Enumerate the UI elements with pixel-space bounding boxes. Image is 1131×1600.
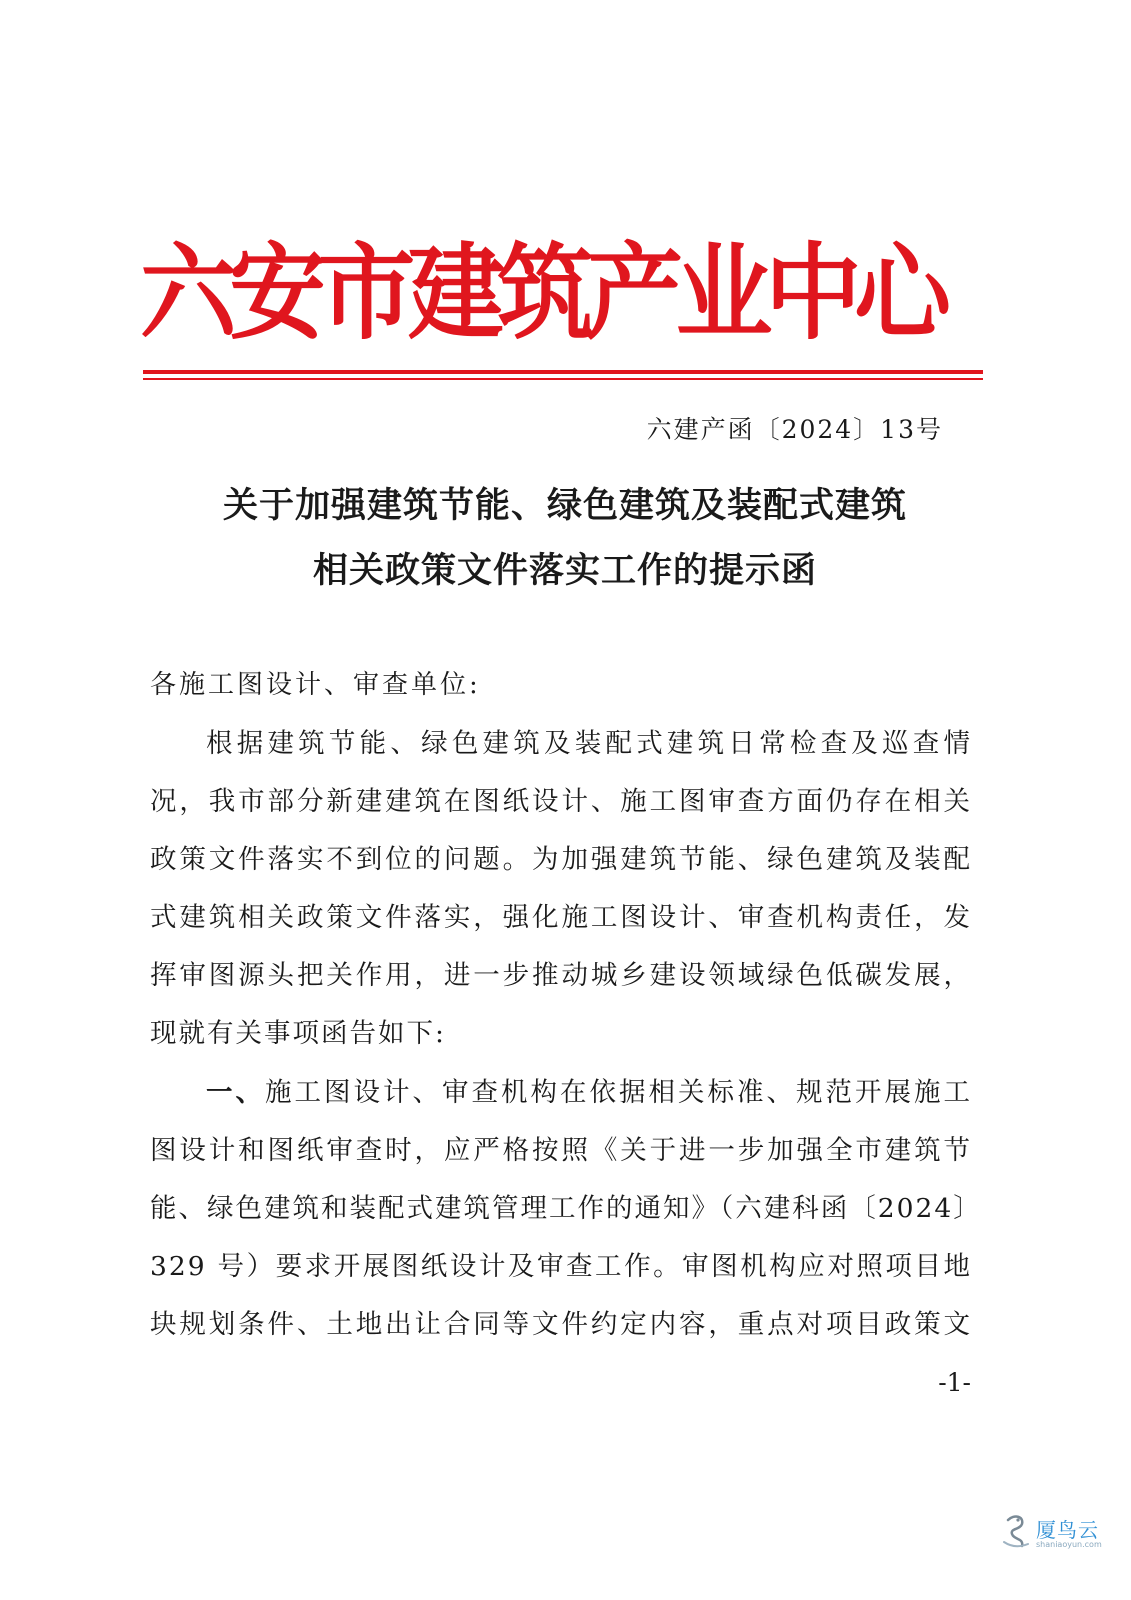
body-line: 政策文件落实不到位的问题。为加强建筑节能、绿色建筑及装配 [150, 844, 972, 875]
red-rule-thin [143, 378, 983, 380]
item-1-first-line [206, 1071, 972, 1115]
document-title-line-1: 关于加强建筑节能、绿色建筑及装配式建筑 [222, 486, 907, 526]
watermark-url: shaniaoyun.com [1036, 1540, 1102, 1549]
body-line: 329 号）要求开展图纸设计及审查工作。审图机构应对照项目地 [150, 1251, 972, 1282]
body-line: 现就有关事项函告如下: [150, 1018, 446, 1049]
body-line: 图设计和图纸审查时，应严格按照《关于进一步加强全市建筑节 [150, 1135, 972, 1166]
red-rule-thick [143, 370, 983, 374]
body-line: 根据建筑节能、绿色建筑及装配式建筑日常检查及巡查情 [206, 728, 972, 759]
watermark [1000, 1512, 1115, 1552]
body-line: 块规划条件、土地出让合同等文件约定内容，重点对项目政策文 [150, 1309, 972, 1340]
body-line: 挥审图源头把关作用，进一步推动城乡建设领域绿色低碳发展， [150, 960, 972, 991]
document-number: 六建产函〔2024〕13号 [646, 415, 943, 444]
body-line: 况，我市部分新建建筑在图纸设计、施工图审查方面仍存在相关 [150, 786, 972, 817]
item-1-text: 施工图设计、审查机构在依据相关标准、规范开展施工 [265, 1077, 972, 1108]
masthead-organization: 六安市建筑产业中心 [140, 231, 944, 354]
watermark-name: 厦鸟云 [1036, 1518, 1099, 1542]
bird-logo-icon [1000, 1512, 1032, 1552]
document-title-line-2: 相关政策文件落实工作的提示函 [312, 551, 817, 591]
body-line: 式建筑相关政策文件落实，强化施工图设计、审查机构责任，发 [150, 902, 972, 933]
salutation: 各施工图设计、审查单位: [150, 670, 481, 700]
item-1-number: 一、 [206, 1077, 265, 1108]
body-line: 能、绿色建筑和装配式建筑管理工作的通知》（六建科函〔2024〕 [150, 1193, 982, 1224]
page-number: -1- [938, 1368, 971, 1397]
